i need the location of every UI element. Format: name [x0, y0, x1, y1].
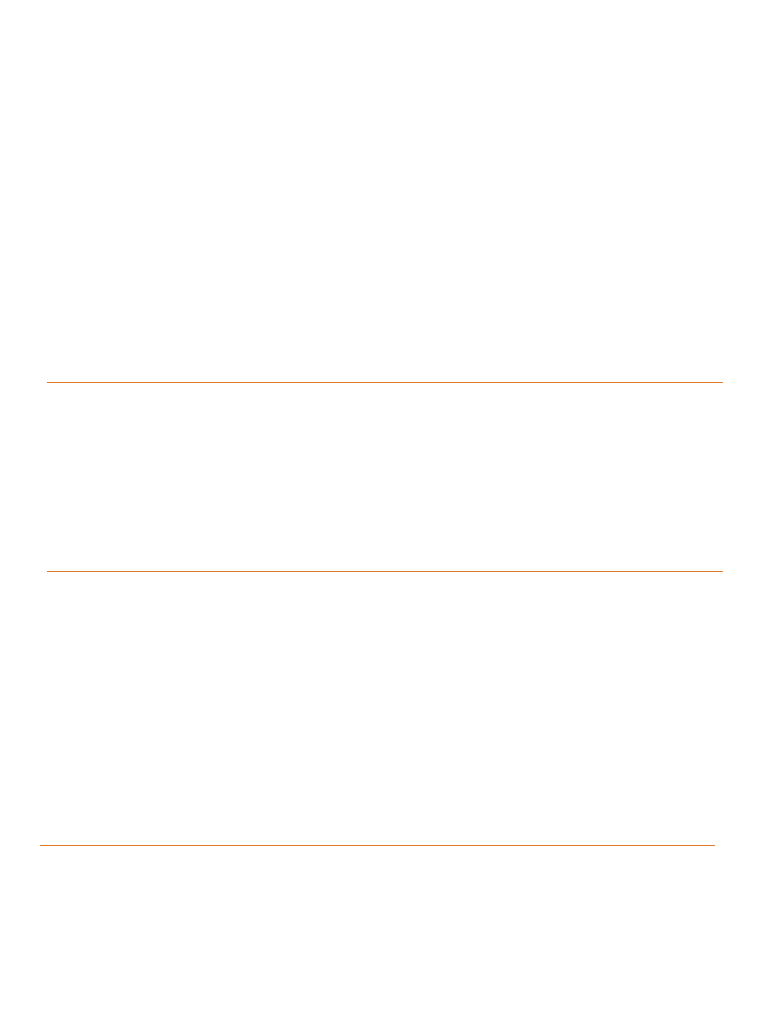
scheme-table-top — [47, 94, 723, 588]
section-divider — [47, 382, 723, 383]
section-divider — [40, 845, 715, 846]
section-divider — [47, 571, 723, 572]
scheme-table-bottom — [40, 606, 715, 985]
